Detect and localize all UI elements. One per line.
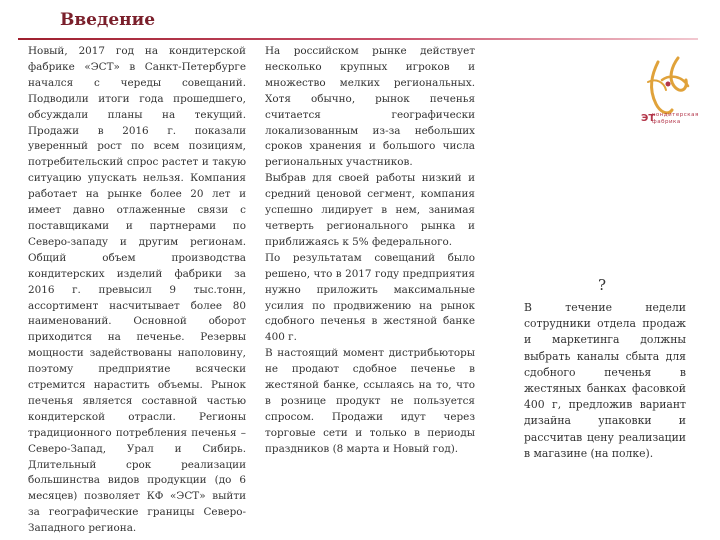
slide-title: Введение	[60, 10, 156, 30]
paragraph: Выбрав для своей работы низкий и средний ценовой сегмент, компания успешно лидирует в нем, занимая четверть регионального рынка и приближаясь к 5% федерального.	[265, 172, 475, 248]
task-text: В течение недели сотрудники отдела продаж и маркетинга должны выбрать каналы сбыта для сдобного печенья в жестяных банках фасовкой 400 г, предложив вариант дизайна упаковки и рассчитав цену реализации в магазине (на полке).	[524, 301, 686, 460]
title-divider	[18, 38, 698, 40]
paragraph: В настоящий момент дистрибьюторы не продают сдобное печенье в жестяной банке, ссылаясь на то, что в рознице продукт не пользуется спросом. Продажи идут через торговые сети и только в периоды праздников (8 марта и Новый год).	[265, 347, 475, 455]
paragraph: По результатам совещаний было решено, что в 2017 году предприятия нужно приложить максимальные усилия по продвижению на рынок сдобного печенья в жестяной банке 400 г.	[265, 251, 475, 344]
task-description	[524, 300, 686, 462]
paragraph: На российском рынке действует несколько крупных игроков и множество мелких региональных. Хотя обычно, рынок печенья считается географически локализованным из-за небольших сроков хранения и большого числа региональных участников.	[265, 45, 475, 169]
task-question-mark: ?	[598, 276, 607, 294]
logo-mark: ЭТ	[641, 113, 656, 124]
intro-column-2	[265, 44, 475, 458]
intro-column-1	[28, 44, 246, 537]
paragraph: Новый, 2017 год на кондитерской фабрике «ЭСТ» в Санкт-Петербурге начался с череды совещаний. Подводили итоги года прошедшего, обсуждали планы на текущий. Продажи в 2016 г. показали уверенный рост по всем позициям, потребительский спрос растет и такую ситуацию упускать нельзя. Компания работает на рынке более 20 лет и имеет давно отлаженные связи с поставщиками и партнерами по Северо-западу и другим регионам. Общий объем производства кондитерских изделий фабрики за 2016 г. превысил 9 тыс.тонн, ассортимент насчитывает более 80 наименований. Основной оборот приходится на печенье. Резервы мощности задействованы наполовину, поэтому предприятие всячески стремится нарастить объемы. Рынок печенья является составной частью кондитерской отрасли. Регионы традиционного потребления печенья – Северо-Запад, Урал и Сибирь. Длительный срок реализации большинства видов продукции (до 6 месяцев) позволяет КФ «ЭСТ» выйти за географические границы Северо-Западного региона.	[28, 45, 246, 535]
logo-caption: кондитерская фабрика	[652, 112, 699, 125]
